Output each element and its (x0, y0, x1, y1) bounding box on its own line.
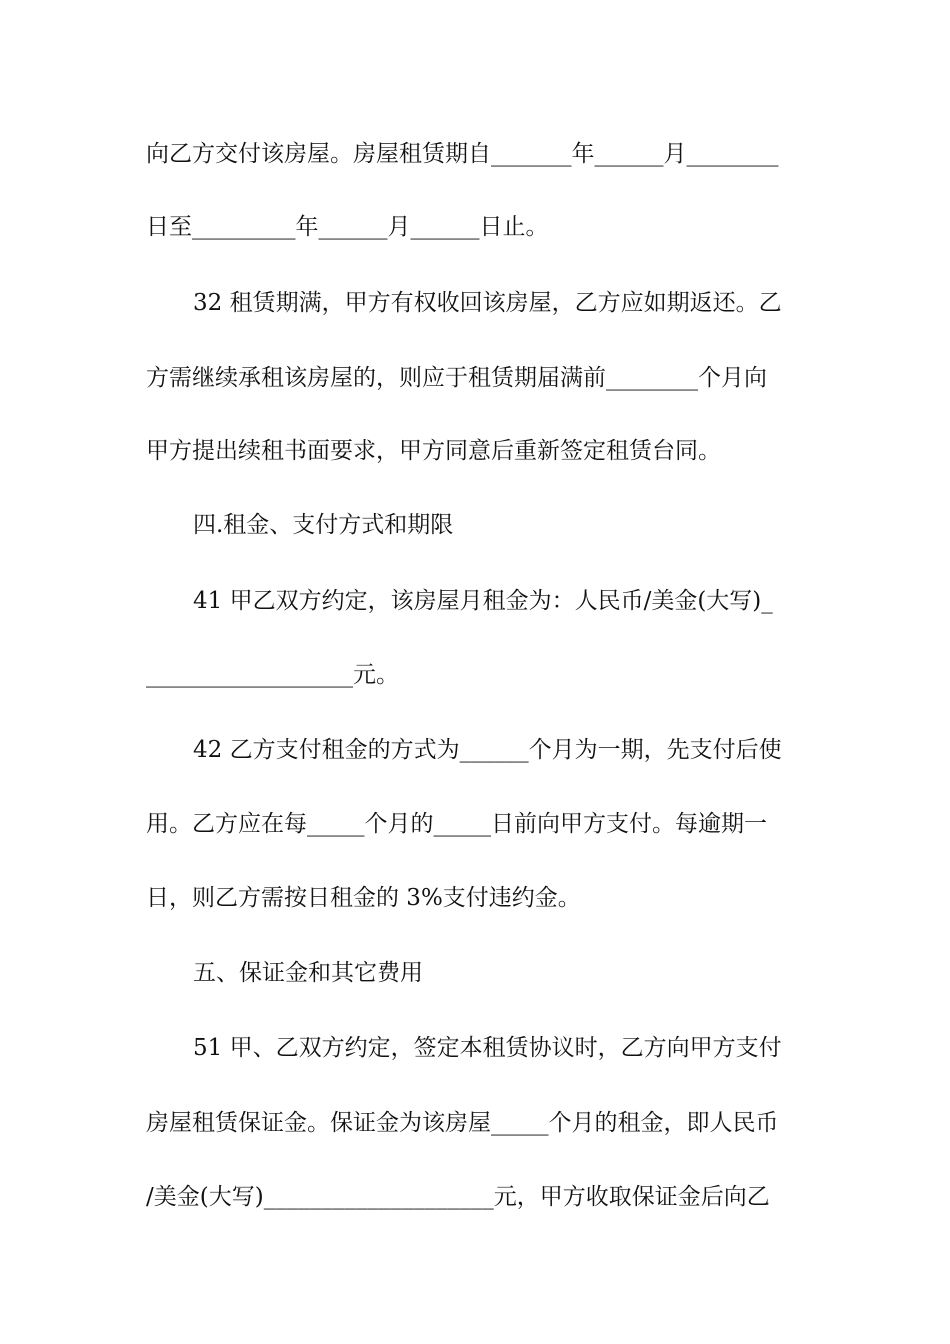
text-line: 向乙方交付该房屋。房屋租赁期自_______年______月________ (146, 141, 779, 167)
text-line: 日，则乙方需按日租金的 3%支付违约金。 (146, 885, 581, 911)
paragraph-first-line: 32 租赁期满，甲方有权收回该房屋，乙方应如期返还。乙 (193, 290, 782, 316)
paragraph-first-line: 41 甲乙双方约定，该房屋月租金为：人民币/美金(大写)_ (193, 588, 773, 614)
section-heading: 五、保证金和其它费用 (193, 960, 423, 986)
text-line: 房屋租赁保证金。保证金为该房屋_____个月的租金，即人民币 (146, 1110, 779, 1136)
paragraph-first-line: 51 甲、乙双方约定，签定本租赁协议时，乙方向甲方支付 (193, 1035, 782, 1061)
section-heading: 四.租金、支付方式和期限 (193, 512, 454, 538)
paragraph-first-line: 42 乙方支付租金的方式为______个月为一期，先支付后使 (193, 737, 782, 763)
text-line: 用。乙方应在每_____个月的_____日前向甲方支付。每逾期一 (146, 811, 767, 837)
text-line: 日至_________年______月______日止。 (146, 214, 549, 240)
text-line: 甲方提出续租书面要求，甲方同意后重新签定租赁台同。 (146, 438, 721, 464)
text-line: 方需继续承租该房屋的，则应于租赁期届满前________个月向 (146, 365, 767, 391)
text-line: /美金(大写)____________________元，甲方收取保证金后向乙 (146, 1184, 770, 1210)
text-line: __________________元。 (146, 662, 399, 688)
